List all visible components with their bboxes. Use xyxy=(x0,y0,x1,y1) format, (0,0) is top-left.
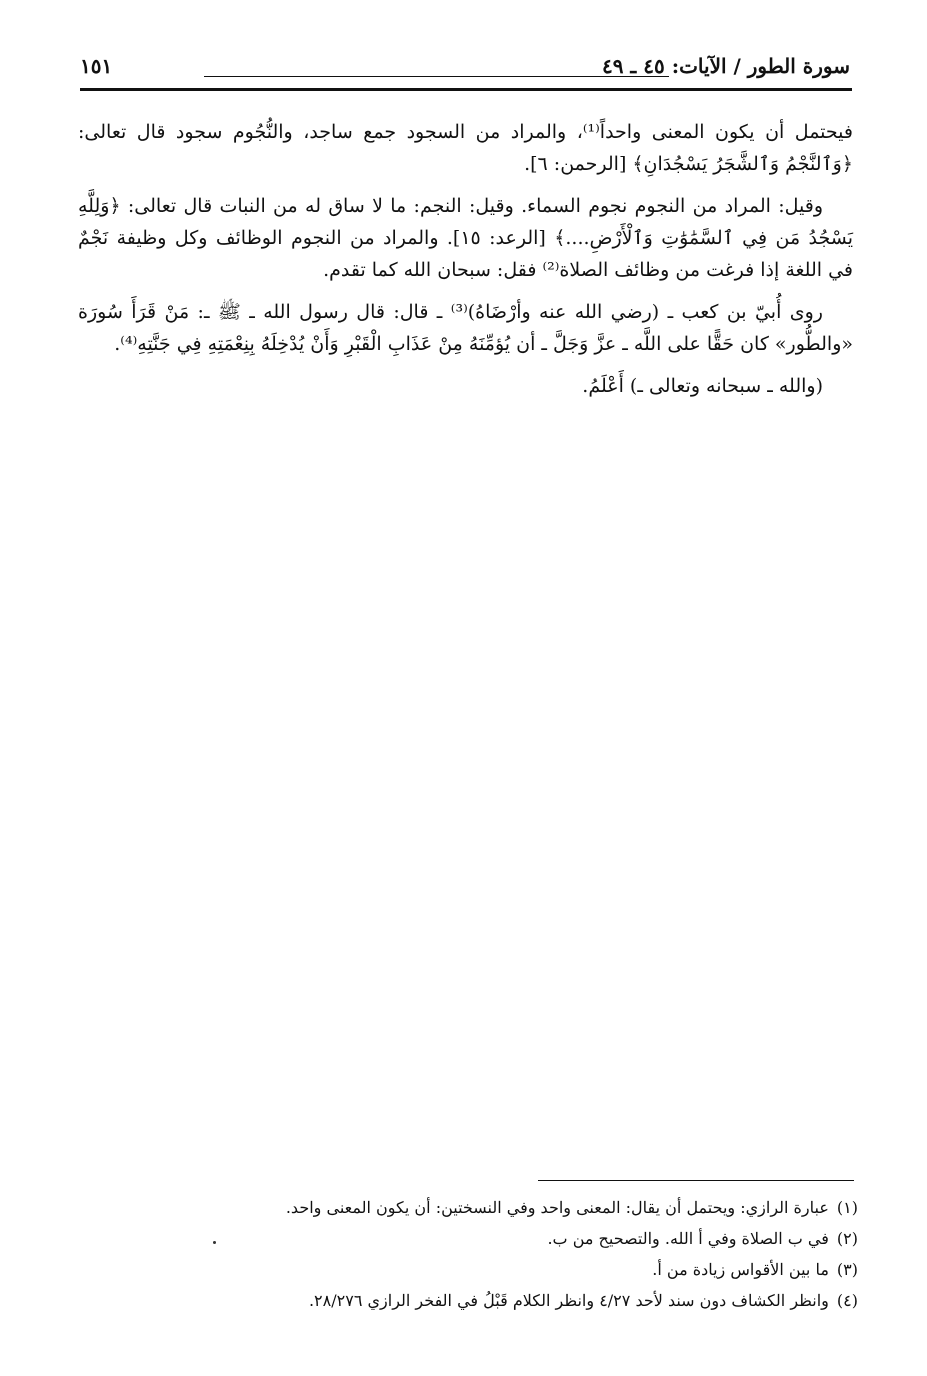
footnote-number: (٣) xyxy=(836,1260,858,1279)
closing-line: (والله ـ سبحانه وتعالى ـ) أَعْلَمُ. xyxy=(582,375,823,397)
footnote-3 xyxy=(120,1254,858,1285)
header-rule xyxy=(80,88,852,91)
footnote-rule xyxy=(538,1180,854,1181)
footnote-number: (٤) xyxy=(836,1291,858,1310)
paragraph-3: روى أُبيّ بن كعب ـ (رضي الله عنه وأرْضَاهُ)⁽³⁾ ـ قال: قال رسول الله ـ ﷺ ـ: مَنْ قَرَأَ سُورَة «والطُّور» كان حَقًّا على اللَّه ـ عزَّ وَجَلَّ ـ أن يُؤمِّنَهُ مِنْ عَذَابِ الْقَبْرِ وَأَنْ يُدْخِلَهُ بِنِعْمَتِهِ فِي جَنَّتِهِ⁽⁴⁾. xyxy=(78,301,853,355)
footnote-number: (١) xyxy=(836,1198,858,1217)
stray-dot xyxy=(213,1241,216,1244)
footnote-2 xyxy=(120,1223,858,1254)
running-title: سورة الطور / الآيات: ٤٥ ـ ٤٩ xyxy=(601,54,850,78)
footnote-text: وانظر الكشاف دون سند لأحد ٤/٢٧ وانظر الكلام قَبْلُ في الفخر الرازي ٢٨/٢٧٦. xyxy=(308,1291,829,1310)
footnote-4 xyxy=(120,1285,858,1316)
paragraph-2: وقيل: المراد من النجوم نجوم السماء. وقيل: النجم: ما لا ساق له من النبات قال تعالى: ﴿وَلِلَّهِ يَسْجُدُ مَن فِي ٱلسَّمَٰوَٰتِ وَٱلْأَرْضِ....﴾ [الرعد: ١٥]. والمراد من النجوم الوظائف وكل وظيفة نَجْمٌ في اللغة إذا فرغت من وظائف الصلاة⁽²⁾ فقل: سبحان الله كما تقدم. xyxy=(78,195,853,281)
footnote-text: عبارة الرازي: ويحتمل أن يقال: المعنى واحد وفي النسختين: أن يكون المعنى واحد. xyxy=(285,1198,829,1217)
paragraph-1: فيحتمل أن يكون المعنى واحداً⁽¹⁾، والمراد من السجود جمع ساجد، والنُّجُوم سجود قال تعالى: ﴿وَٱلنَّجْمُ وَٱلشَّجَرُ يَسْجُدَانِ﴾ [الرحمن: ٦]. xyxy=(78,121,853,175)
header-leader-line xyxy=(204,76,669,77)
footnote-text: في ب الصلاة وفي أ الله. والتصحيح من ب. xyxy=(547,1229,829,1248)
body-text xyxy=(78,116,853,412)
page-number: ١٥١ xyxy=(80,54,113,78)
footnotes xyxy=(120,1192,858,1316)
footnote-1 xyxy=(120,1192,858,1223)
footnote-text: ما بين الأقواس زيادة من أ. xyxy=(652,1260,829,1279)
footnote-number: (٢) xyxy=(836,1229,858,1248)
page-header xyxy=(80,54,850,84)
